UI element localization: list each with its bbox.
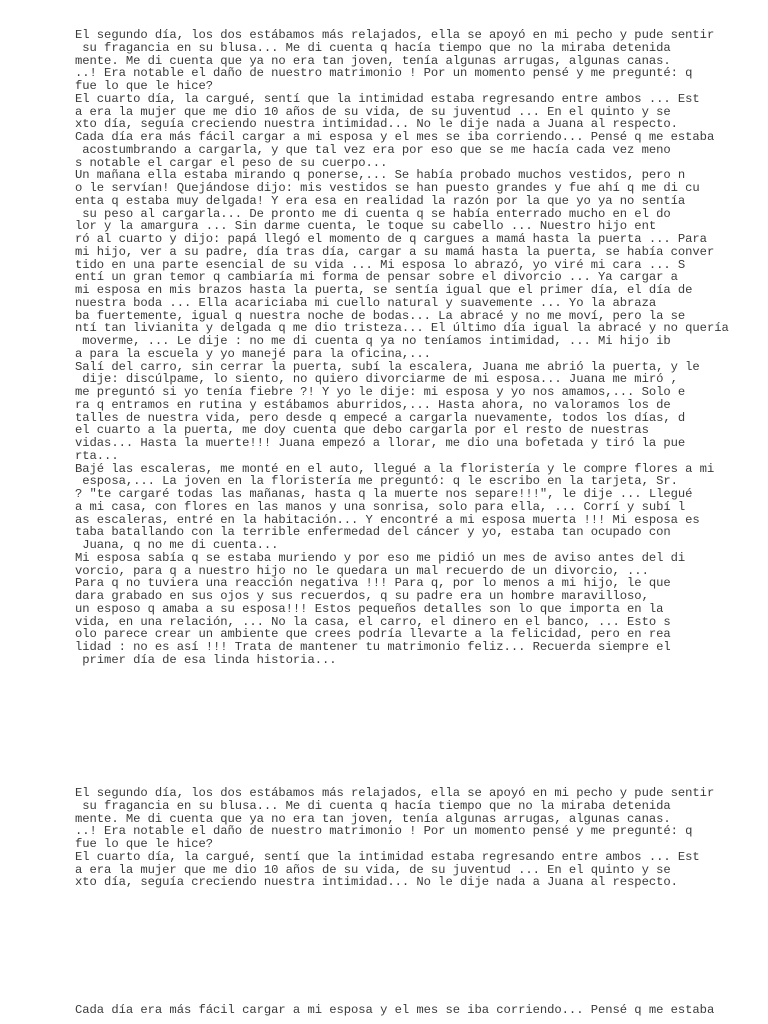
text-line: acostumbrando a cargarla, y que tal vez era por eso que se me hacía cada vez meno — [75, 142, 671, 157]
text-line: dara grabado en sus ojos y sus recuerdos, q su padre era un hombre maravilloso, — [75, 589, 649, 603]
text-line: mente. Me di cuenta que ya no era tan joven, tenía algunas arrugas, algunas canas. — [75, 53, 671, 68]
text-line: s notable el cargar el peso de su cuerpo... — [75, 155, 388, 170]
text-line: Para q no tuviera una reacción negativa !!! Para q, por lo menos a mi hijo, le que — [75, 576, 671, 591]
text-line: Juana, q no me di cuenta... — [75, 538, 279, 552]
text-line: enta q estaba muy delgada! Y era esa en realidad la razón por la que yo ya no sentía — [75, 193, 686, 208]
text-line: su fragancia en su blusa... Me di cuenta q hacía tiempo que no la miraba detenida — [75, 40, 671, 55]
story-text-block-repeat — [75, 787, 760, 889]
text-line: a era la mujer que me dio 10 años de su vida, de su juventud ... En el quinto y se — [75, 862, 671, 877]
text-line: ? "te cargaré todas las mañanas, hasta q la muerte nos separe!!!", le dije ... Llegué — [75, 487, 693, 501]
text-line: El segundo día, los dos estábamos más relajados, ella se apoyó en mi pecho y pude sentir — [75, 786, 715, 800]
text-line: moverme, ... Le dije : no me di cuenta q ya no teníamos intimidad, ... Mi hijo ib — [75, 334, 671, 348]
text-line: Cada día era más fácil cargar a mi esposa y el mes se iba corriendo... Pensé q me estaba — [75, 1003, 715, 1017]
text-line: taba batallando con la terrible enfermedad del cáncer y yo, estaba tan ocupado con — [75, 525, 671, 540]
text-line: Bajé las escaleras, me monté en el auto, llegué a la floristería y le compre flores a mi — [75, 461, 715, 476]
text-line: tido en una parte esencial de su vida ... Mi esposa lo abrazó, yo viré mi cara ... S — [75, 257, 686, 272]
text-line: primer día de esa linda historia... — [75, 652, 337, 667]
story-text-block-footer-line — [75, 1004, 760, 1017]
text-line: vorcio, para q a nuestro hijo no le quedara un mal recuerdo de un divorcio, ... — [75, 563, 649, 578]
text-line: me preguntó si yo tenía fiebre ?! Y yo le dije: mi esposa y yo nos amamos,... Solo e — [75, 385, 686, 399]
text-line: El cuarto día, la cargué, sentí que la intimidad estaba regresando entre ambos ... Est — [75, 849, 700, 864]
text-line: rta... — [75, 448, 119, 463]
text-line: Salí del carro, sin cerrar la puerta, subí la escalera, Juana me abrió la puerta, y le — [75, 359, 700, 374]
text-line: a mi casa, con flores en las manos y una sonrisa, solo para ella, ... Corrí y subí l — [75, 499, 686, 514]
text-line: El segundo día, los dos estábamos más relajados, ella se apoyó en mi pecho y pude sentir — [75, 28, 715, 42]
text-line: mi hijo, ver a su padre, día tras día, cargar a su mamá hasta la puerta, se había conver — [75, 244, 715, 259]
text-line: lidad : no es así !!! Trata de mantener tu matrimonio feliz... Recuerda siempre el — [75, 640, 671, 654]
text-line: Un mañana ella estaba mirando q ponerse,... Se había probado muchos vestidos, pero n — [75, 168, 686, 183]
text-line: su fragancia en su blusa... Me di cuenta q hacía tiempo que no la miraba detenida — [75, 798, 671, 813]
text-line: a para la escuela y yo manejé para la oficina,... — [75, 346, 431, 361]
text-line: o le servían! Quejándose dijo: mis vestidos se han puesto grandes y fue ahí q me di cu — [75, 181, 700, 195]
text-line: ra q entramos en rutina y estábamos aburridos,... Hasta ahora, no valoramos los de — [75, 397, 671, 412]
text-line: fue lo que le hice? — [75, 79, 214, 93]
text-line: talles de nuestra vida, pero desde q empecé a cargarla nuevamente, todos los días, d — [75, 410, 686, 425]
text-line: dije: discúlpame, lo siento, no quiero divorciarme de mi esposa... Juana me miró , — [75, 372, 678, 387]
text-line: mi esposa en mis brazos hasta la puerta, se sentía igual que el primer día, el día de — [75, 283, 693, 297]
text-line: ró al cuarto y dijo: papá llegó el momento de q cargues a mamá hasta la puerta ... Para — [75, 232, 707, 246]
text-line: olo parece crear un ambiente que crees podría llevarte a la felicidad, pero en rea — [75, 627, 671, 642]
text-line: vidas... Hasta la muerte!!! Juana empezó a llorar, me dio una bofetada y tiró la pue — [75, 436, 686, 450]
text-line: su peso al cargarla... De pronto me di cuenta q se había enterrado mucho en el do — [75, 206, 671, 221]
text-line: fue lo que le hice? — [75, 837, 214, 851]
text-line: xto día, seguía creciendo nuestra intimidad... No le dije nada a Juana al respecto. — [75, 875, 678, 890]
text-line: as escaleras, entré en la habitación... Y encontré a mi esposa muerta !!! Mi esposa es — [75, 512, 700, 527]
text-line: vida, en una relación, ... No la casa, el carro, el dinero en el banco, ... Esto s — [75, 614, 671, 629]
text-line: xto día, seguía creciendo nuestra intimidad... No le dije nada a Juana al respecto. — [75, 117, 678, 132]
text-line: un esposo q amaba a su esposa!!! Estos pequeños detalles son lo que importa en la — [75, 601, 664, 616]
text-line: lor y la amargura ... Sin darme cuenta, le toque su cabello ... Nuestro hijo ent — [75, 219, 657, 234]
text-line: ..! Era notable el daño de nuestro matrimonio ! Por un momento pensé y me pregunté: q — [75, 824, 693, 839]
story-text-block — [75, 29, 760, 667]
text-line: ..! Era notable el daño de nuestro matrimonio ! Por un momento pensé y me pregunté: q — [75, 66, 693, 81]
text-line: mente. Me di cuenta que ya no era tan joven, tenía algunas arrugas, algunas canas. — [75, 811, 671, 826]
text-line: el cuarto a la puerta, me doy cuenta que debo cargarla por el resto de nuestras — [75, 423, 649, 438]
text-line: Mi esposa sabía q se estaba muriendo y por eso me pidió un mes de aviso antes del di — [75, 550, 686, 565]
text-line: ntí tan livianita y delgada q me dio tristeza... El último día igual la abracé y no quería — [75, 321, 729, 336]
text-line: entí un gran temor q cambiaría mi forma de pensar sobre el divorcio ... Ya cargar a — [75, 270, 678, 285]
text-line: Cada día era más fácil cargar a mi esposa y el mes se iba corriendo... Pensé q me estaba — [75, 130, 715, 144]
text-line: nuestra boda ... Ella acariciaba mi cuello natural y suavemente ... Yo la abraza — [75, 295, 657, 310]
text-line: esposa,... La joven en la floristería me preguntó: q le escribo en la tarjeta, Sr. — [75, 474, 678, 489]
text-line: El cuarto día, la cargué, sentí que la intimidad estaba regresando entre ambos ... Est — [75, 91, 700, 106]
text-line: ba fuertemente, igual q nuestra noche de bodas... La abracé y no me moví, pero la se — [75, 308, 686, 323]
text-line: a era la mujer que me dio 10 años de su vida, de su juventud ... En el quinto y se — [75, 104, 671, 119]
